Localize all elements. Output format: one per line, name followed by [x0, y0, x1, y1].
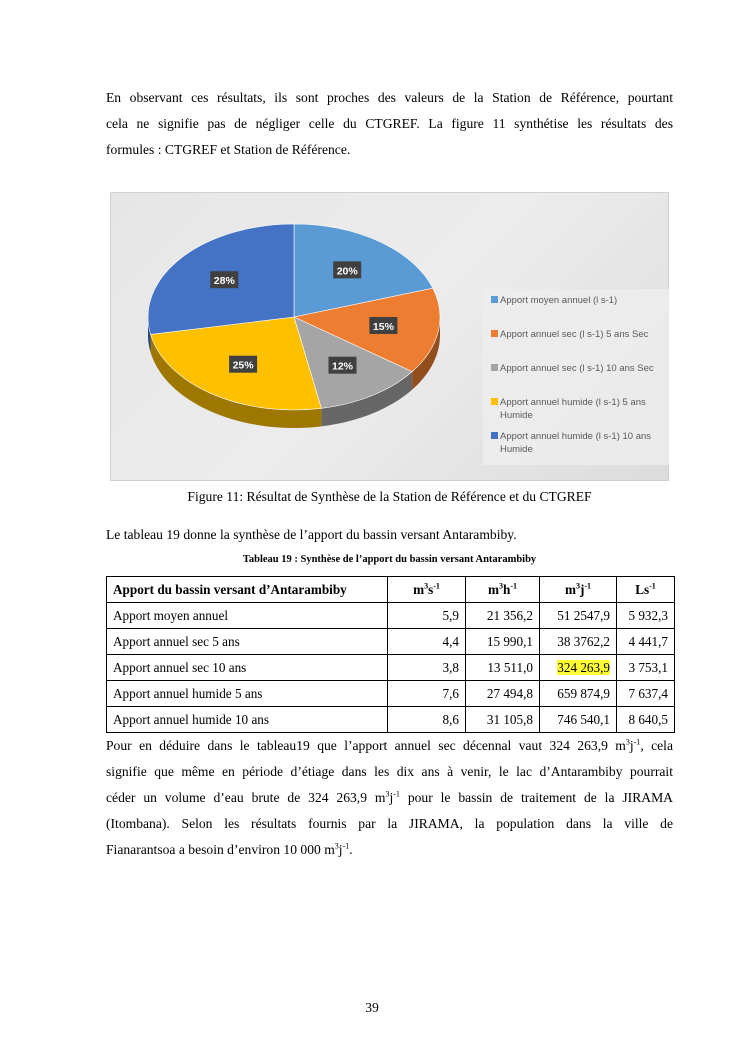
highlighted-value: 324 263,9 — [557, 659, 610, 675]
legend-entry: Apport moyen annuel (l s-1) — [500, 295, 618, 306]
header-m3s: $m^3s^{-1}$ — [388, 577, 466, 603]
legend-entry: Apport annuel sec (l s-1) 10 ans Sec — [500, 363, 654, 374]
legend-entry: Apport annuel sec (l s-1) 5 ans Sec — [500, 329, 649, 340]
cell-m3h: 31 105,8 — [466, 707, 540, 733]
legend-swatch — [491, 398, 498, 405]
figure-caption: Figure 11: Résultat de Synthèse de la Station de Référence et du CTGREF — [187, 489, 592, 504]
intro-line: En observant ces résultats, ils sont proches des valeurs de la Station de Référence, pourtant — [106, 90, 673, 105]
conclusion-line: signifie que même en période d’étiage dans les dix ans à venir, le lac d’Antarambiby pourrait — [106, 764, 673, 779]
cell-m3h: 27 494,8 — [466, 681, 540, 707]
row-label: Apport moyen annuel — [107, 603, 388, 629]
row-label: Apport annuel humide 5 ans — [107, 681, 388, 707]
row-label: Apport annuel sec 10 ans — [107, 655, 388, 681]
table-row — [107, 603, 675, 629]
legend-swatch — [491, 296, 498, 303]
table-row — [107, 655, 675, 681]
intro-paragraph — [106, 85, 673, 163]
cell-m3s: 7,6 — [388, 681, 466, 707]
pie-chart-figure — [110, 192, 669, 481]
cell-m3s: 3,8 — [388, 655, 466, 681]
cell-ls: 8 640,5 — [617, 707, 675, 733]
conclusion-line: Pour en déduire dans le tableau19 que l’apport annuel sec décennal vaut 324 263,9 $m^3j^{-1}$, cela — [106, 737, 673, 753]
header-apport: Apport du bassin versant d’Antarambiby — [107, 577, 388, 603]
table-header-row — [107, 577, 675, 603]
conclusion-line: Fianarantsoa a besoin d’environ 10 000 $m^3j^{-1}$. — [106, 841, 353, 857]
header-ls: $Ls^{-1}$ — [617, 577, 675, 603]
conclusion-line: (Itombana). Selon les résultats fournis par la JIRAMA, la population dans la ville de — [106, 816, 673, 831]
data-label: 28% — [213, 275, 235, 288]
conclusion-line: céder un volume d’eau brute de 324 263,9 $m^3j^{-1}$ pour le bassin de traitement de la JIRAMA — [106, 789, 673, 805]
cell-m3j: 746 540,1 — [540, 707, 617, 733]
row-label: Apport annuel humide 10 ans — [107, 707, 388, 733]
cell-m3h: 21 356,2 — [466, 603, 540, 629]
row-label: Apport annuel sec 5 ans — [107, 629, 388, 655]
legend-entry: Apport annuel humide (l s-1) 10 ans — [500, 431, 652, 442]
cell-m3h: 15 990,1 — [466, 629, 540, 655]
legend-swatch — [491, 364, 498, 371]
data-label: 25% — [232, 359, 254, 372]
legend-swatch — [491, 330, 498, 337]
legend-swatch — [491, 432, 498, 439]
table-intro-text: Le tableau 19 donne la synthèse de l’apport du bassin versant Antarambiby. — [106, 527, 517, 542]
legend-entry: Humide — [500, 444, 533, 455]
page-number: 39 — [365, 1000, 379, 1015]
cell-ls: 7 637,4 — [617, 681, 675, 707]
table-row — [107, 681, 675, 707]
cell-ls: 5 932,3 — [617, 603, 675, 629]
intro-line: cela ne signifie pas de négliger celle du CTGREF. La figure 11 synthétise les résultats des — [106, 116, 673, 131]
header-m3j: $m^3j^{-1}$ — [540, 577, 617, 603]
table-caption: Tableau 19 : Synthèse de l’apport du bassin versant Antarambiby — [242, 554, 537, 565]
legend-entry: Apport annuel humide (l s-1) 5 ans — [500, 397, 646, 408]
cell-m3j: 51 2547,9 — [540, 603, 617, 629]
cell-m3j: 659 874,9 — [540, 681, 617, 707]
conclusion-paragraph — [106, 733, 673, 863]
synthesis-table — [106, 576, 675, 733]
table-row — [107, 707, 675, 733]
table-row — [107, 629, 675, 655]
cell-m3s: 5,9 — [388, 603, 466, 629]
cell-m3j: 38 3762,2 — [540, 629, 617, 655]
cell-m3s: 8,6 — [388, 707, 466, 733]
cell-ls: 3 753,1 — [617, 655, 675, 681]
cell-m3j-highlighted — [540, 655, 617, 681]
data-label: 15% — [372, 321, 394, 333]
cell-ls: 4 441,7 — [617, 629, 675, 655]
pie-chart — [111, 193, 670, 482]
legend-entry: Humide — [500, 410, 533, 421]
cell-m3s: 4,4 — [388, 629, 466, 655]
header-m3h: $m^3h^{-1}$ — [466, 577, 540, 603]
intro-line: formules : CTGREF et Station de Référence. — [106, 142, 351, 157]
data-label: 20% — [336, 265, 358, 278]
data-label: 12% — [331, 360, 354, 373]
cell-m3h: 13 511,0 — [466, 655, 540, 681]
